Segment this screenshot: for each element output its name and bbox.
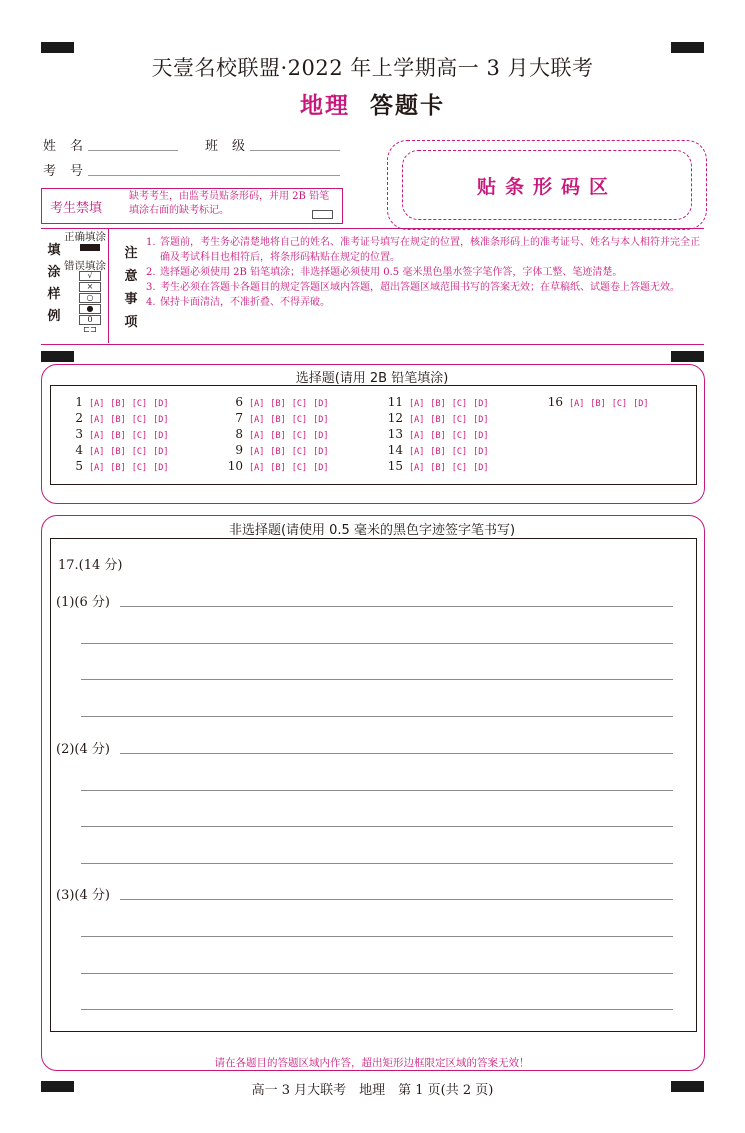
mc-question-row [379, 395, 494, 409]
mc-option-bubble[interactable]: [B] [110, 447, 126, 457]
wrong-fill-bracket: ⊏⊐ [83, 325, 97, 334]
class-field[interactable] [250, 136, 340, 151]
subject-name: 地理 [300, 92, 350, 119]
mc-option-bubble[interactable]: [A] [409, 447, 425, 457]
answer-line[interactable] [81, 826, 673, 827]
mc-question-number: 10 [227, 459, 243, 473]
barcode-area[interactable]: 贴条形码区 [402, 150, 692, 220]
answer-line[interactable] [81, 679, 673, 680]
mc-option-bubble[interactable]: [B] [430, 463, 446, 473]
card-title [0, 87, 745, 120]
mc-question-row [219, 443, 334, 457]
mc-option-bubble[interactable]: [D] [473, 447, 489, 457]
note-item: 3. 考生必须在答题卡各题目的规定答题区域内答题，超出答题区域范围书写的答案无效；在草稿纸、试题卷上答题无效。 [146, 282, 680, 293]
mc-question-number: 12 [387, 411, 403, 425]
non-choice-title: 非选择题(请使用 0.5 毫米的黑色字迹签字笔书写) [228, 523, 516, 538]
mc-option-bubble[interactable]: [D] [473, 399, 489, 409]
mc-option-bubble[interactable]: [C] [131, 463, 148, 473]
mc-option-bubble[interactable]: [A] [249, 447, 265, 457]
answer-line[interactable] [81, 973, 673, 974]
answer-line[interactable] [81, 936, 673, 937]
mc-option-bubble[interactable]: [D] [153, 415, 169, 425]
mc-question-row [379, 411, 494, 425]
mc-option-bubble[interactable]: [A] [409, 399, 425, 409]
mc-option-bubble[interactable]: [B] [430, 431, 446, 441]
part-1-label: (1)(6 分) [56, 595, 110, 610]
page-info: 高一 3 月大联考 地理 第 1 页(共 2 页) [251, 1083, 494, 1098]
mc-option-bubble[interactable]: [D] [473, 431, 489, 441]
wrong-fill-check: √ [79, 271, 101, 281]
answer-line[interactable] [120, 753, 673, 754]
mc-question-row [59, 395, 174, 409]
card-name: 答题卡 [370, 92, 445, 119]
exam-title: 天壹名校联盟·2022 年上学期高一 3 月大联考 [151, 56, 594, 80]
part-3-label: (3)(4 分) [56, 888, 110, 903]
wrong-fill-cross: × [79, 282, 101, 292]
mc-option-bubble[interactable]: [C] [451, 399, 468, 409]
mc-option-bubble[interactable]: [A] [89, 415, 105, 425]
mc-question-number: 16 [547, 395, 563, 409]
mc-option-bubble[interactable]: [B] [110, 431, 126, 441]
mc-question-row [539, 395, 654, 409]
mc-question-number: 1 [75, 395, 83, 409]
mc-option-bubble[interactable]: [A] [409, 463, 425, 473]
mc-question-number: 7 [235, 411, 243, 425]
name-label: 姓名 [43, 139, 98, 154]
mc-option-bubble[interactable]: [D] [313, 463, 329, 473]
answer-box[interactable] [50, 538, 697, 1032]
mc-option-bubble[interactable]: [C] [131, 447, 148, 457]
mc-option-bubble[interactable]: [D] [313, 431, 329, 441]
mc-option-bubble[interactable]: [D] [473, 415, 489, 425]
mc-option-bubble[interactable]: [D] [313, 447, 329, 457]
mc-option-bubble[interactable]: [A] [249, 463, 265, 473]
wrong-fill-dot: ● [79, 304, 101, 314]
multiple-choice-grid [50, 385, 697, 485]
mc-option-bubble[interactable]: [B] [430, 447, 446, 457]
mc-option-bubble[interactable]: [C] [611, 399, 628, 409]
mc-option-bubble[interactable]: [B] [110, 415, 126, 425]
mc-option-bubble[interactable]: [C] [131, 415, 148, 425]
mc-question-number: 11 [387, 395, 403, 409]
mc-question-number: 8 [235, 427, 243, 441]
answer-line[interactable] [81, 1009, 673, 1010]
class-label: 班级 [205, 139, 260, 154]
mc-option-bubble[interactable]: [B] [270, 463, 286, 473]
mc-option-bubble[interactable]: [B] [270, 447, 286, 457]
question-17-label: 17.(14 分) [58, 558, 123, 573]
mc-question-number: 6 [235, 395, 243, 409]
mc-question-number: 9 [235, 443, 243, 457]
mc-question-row [59, 443, 174, 457]
mc-option-bubble[interactable]: [A] [409, 431, 425, 441]
mc-option-bubble[interactable]: [C] [291, 463, 308, 473]
notes-label: 注 意 事 项 [124, 246, 138, 330]
mc-option-bubble[interactable]: [B] [270, 431, 286, 441]
note-item: 4. 保持卡面清洁，不准折叠、不得弄破。 [146, 297, 330, 308]
mc-option-bubble[interactable]: [B] [270, 399, 286, 409]
mc-question-row [219, 395, 334, 409]
mc-option-bubble[interactable]: [D] [313, 415, 329, 425]
answer-line[interactable] [120, 899, 673, 900]
mc-question-number: 15 [387, 459, 403, 473]
mc-option-bubble[interactable]: [C] [131, 431, 148, 441]
mc-question-row [379, 443, 494, 457]
alignment-marker [671, 351, 704, 362]
notice-divider [108, 228, 109, 343]
mc-option-bubble[interactable]: [B] [590, 399, 606, 409]
multiple-choice-title: 选择题(请用 2B 铅笔填涂) [295, 371, 449, 386]
mc-question-number: 2 [75, 411, 83, 425]
mc-option-bubble[interactable]: [A] [89, 447, 105, 457]
mc-option-bubble[interactable]: [B] [110, 463, 126, 473]
correct-fill-label: 正确填涂 [64, 231, 106, 243]
mc-question-row [219, 427, 334, 441]
wrong-fill-zero: 0 [79, 315, 101, 325]
alignment-marker [41, 351, 74, 362]
answer-line[interactable] [81, 863, 673, 864]
mc-option-bubble[interactable]: [D] [313, 399, 329, 409]
mc-question-number: 3 [75, 427, 83, 441]
mc-option-bubble[interactable]: [C] [451, 463, 468, 473]
mc-option-bubble[interactable]: [B] [430, 399, 446, 409]
exam-number-label: 考号 [43, 164, 98, 179]
part-2-label: (2)(4 分) [56, 742, 110, 757]
mc-option-bubble[interactable]: [B] [430, 415, 446, 425]
correct-fill-sample [80, 244, 100, 251]
mc-question-row [379, 427, 494, 441]
mc-option-bubble[interactable]: [D] [633, 399, 649, 409]
mc-option-bubble[interactable]: [A] [249, 399, 265, 409]
fill-example-label: 填 涂 样 例 [47, 243, 61, 324]
answer-line[interactable] [81, 716, 673, 717]
mc-question-row [379, 459, 494, 473]
note-item: 1. 答题前，考生务必清楚地将自己的姓名、准考证号填写在规定的位置，核准条形码上的准考证号、姓名与本人相符并完全正确及考试科目也相符后，将条形码粘贴在规定的位置。 [146, 237, 700, 263]
mc-option-bubble[interactable]: [A] [569, 399, 585, 409]
mc-option-bubble[interactable]: [C] [291, 431, 308, 441]
mc-option-bubble[interactable]: [D] [473, 463, 489, 473]
mc-option-bubble[interactable]: [A] [249, 431, 265, 441]
wrong-fill-samples [79, 271, 101, 334]
wrong-fill-label: 错误填涂 [64, 260, 106, 272]
mc-option-bubble[interactable]: [B] [270, 415, 286, 425]
mc-question-row [219, 411, 334, 425]
absent-instruction: 缺考考生，由监考员贴条形码，并用 2B 铅笔填涂右面的缺考标记。 [129, 191, 330, 216]
mc-option-bubble[interactable]: [A] [89, 463, 105, 473]
note-item: 2. 选择题必须使用 2B 铅笔填涂；非选择题必须使用 0.5 毫米黑色墨水签字笔作答，字体工整、笔迹清楚。 [146, 267, 623, 278]
mc-option-bubble[interactable]: [C] [451, 415, 468, 425]
answer-line[interactable] [81, 790, 673, 791]
exam-number-field[interactable] [88, 161, 340, 176]
mc-option-bubble[interactable]: [A] [89, 431, 105, 441]
mc-question-row [59, 411, 174, 425]
mc-option-bubble[interactable]: [D] [153, 447, 169, 457]
mc-question-number: 5 [75, 459, 83, 473]
mc-option-bubble[interactable]: [C] [131, 399, 148, 409]
mc-option-bubble[interactable]: [D] [153, 431, 169, 441]
answer-line[interactable] [120, 606, 673, 607]
mc-option-bubble[interactable]: [C] [291, 447, 308, 457]
notes-list [146, 235, 701, 310]
mc-option-bubble[interactable]: [C] [451, 431, 468, 441]
answer-line[interactable] [81, 643, 673, 644]
mc-question-number: 13 [387, 427, 403, 441]
mc-option-bubble[interactable]: [A] [89, 399, 105, 409]
mc-question-row [59, 427, 174, 441]
mc-question-row [219, 459, 334, 473]
name-field[interactable] [88, 136, 178, 151]
absent-title: 考生禁填 [50, 201, 103, 216]
absent-mark-box[interactable] [312, 210, 333, 219]
mc-option-bubble[interactable]: [D] [153, 463, 169, 473]
mc-question-row [59, 459, 174, 473]
mc-option-bubble[interactable]: [A] [249, 415, 265, 425]
mc-option-bubble[interactable]: [C] [451, 447, 468, 457]
wrong-fill-circle: ○ [79, 293, 101, 303]
mc-option-bubble[interactable]: [A] [409, 415, 425, 425]
mc-option-bubble[interactable]: [D] [153, 399, 169, 409]
mc-option-bubble[interactable]: [C] [291, 399, 308, 409]
mc-question-number: 4 [75, 443, 83, 457]
mc-option-bubble[interactable]: [C] [291, 415, 308, 425]
mc-question-number: 14 [387, 443, 403, 457]
footer-warning: 请在各题目的答题区域内作答，超出矩形边框限定区域的答案无效！ [214, 1057, 530, 1069]
mc-option-bubble[interactable]: [B] [110, 399, 126, 409]
